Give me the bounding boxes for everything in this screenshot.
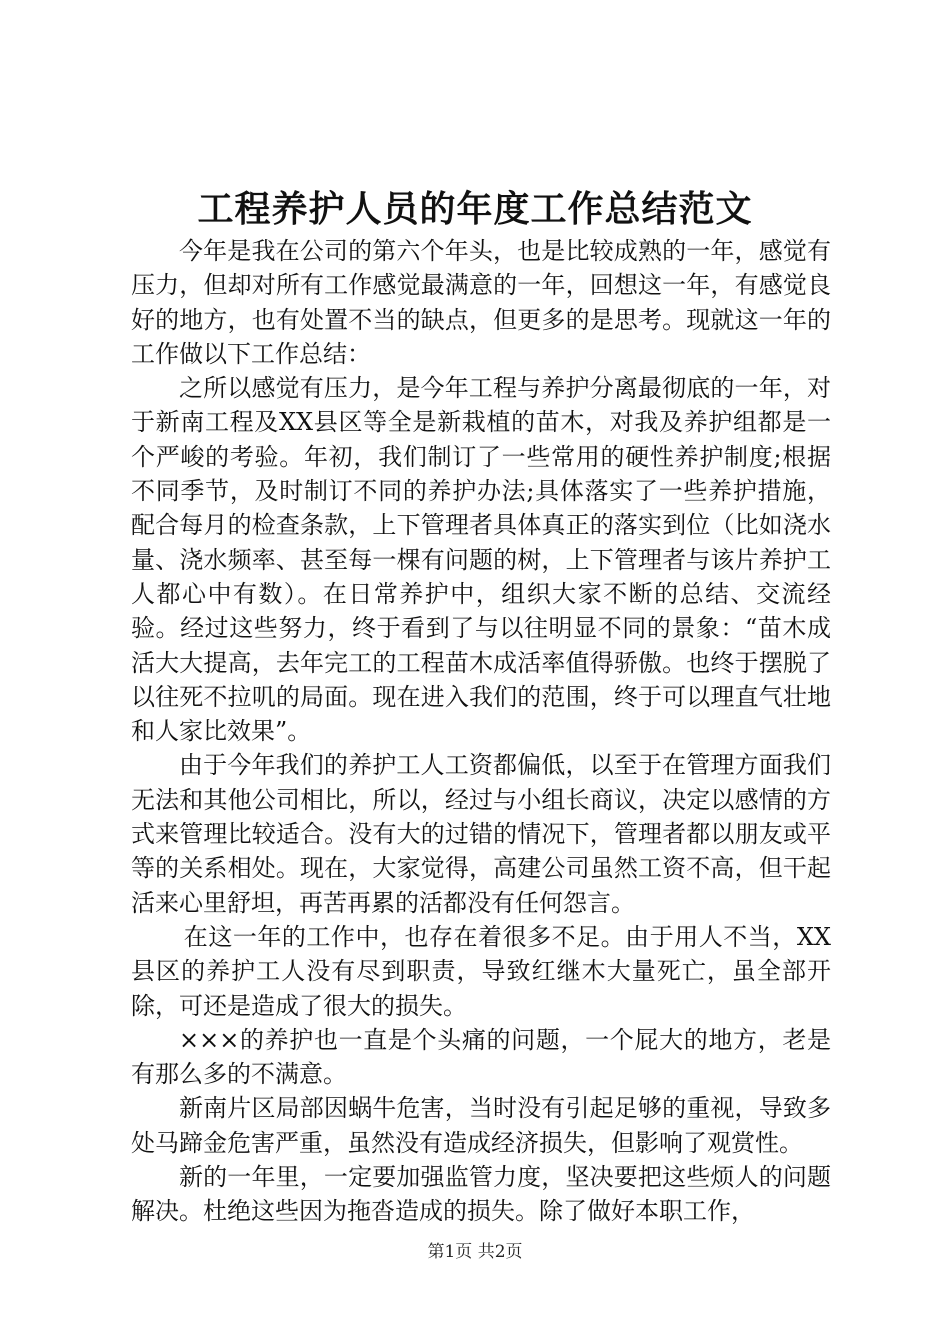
document-body (131, 234, 831, 1229)
paragraph-new-year: 新的一年里，一定要加强监管力度，坚决要把这些烦人的问题解决。杜绝这些因为拖沓造成的损失。除了做好本职工作， (131, 1163, 831, 1226)
paragraph-snail-damage: 新南片区局部因蜗牛危害，当时没有引起足够的重视，导致多处马蹄金危害严重，虽然没有造成经济损失，但影响了观赏性。 (131, 1094, 831, 1157)
paragraph-pressure: 之所以感觉有压力，是今年工程与养护分离最彻底的一年，对于新南工程及XX县区等全是新栽植的苗木，对我及养护组都是一个严峻的考验。年初，我们制订了一些常用的硬性养护制度;根据不同季节，及时制订不同的养护办法;具体落实了一些养护措施，配合每月的检查条款，上下管理者具体真正的落实到位（比如浇水量、浇水频率、甚至每一棵有问题的树，上下管理者与该片养护工人都心中有数）。在日常养护中，组织大家不断的总结、交流经验。经过这些努力，终于看到了与以往明显不同的景象：“苗木成活大大提高，去年完工的工程苗木成活率值得骄傲。也终于摆脱了以往死不拉叽的局面。现在进入我们的范围，终于可以理直气壮地和人家比效果”。 (131, 374, 831, 746)
paragraph-management: 由于今年我们的养护工人工资都偏低，以至于在管理方面我们无法和其他公司相比，所以，经过与小组长商议，决定以感情的方式来管理比较适合。没有大的过错的情况下，管理者都以朋友或平等的关系相处。现在，大家觉得，高建公司虽然工资不高，但干起活来心里舒坦，再苦再累的活都没有任何怨言。 (131, 751, 831, 917)
paragraph-headache: ×××的养护也一直是个头痛的问题，一个屁大的地方，老是有那么多的不满意。 (131, 1025, 831, 1089)
paragraph-shortcomings: 在这一年的工作中，也存在着很多不足。由于用人不当，XX县区的养护工人没有尽到职责，导致红继木大量死亡，虽全部开除，可还是造成了很大的损失。 (131, 922, 831, 1020)
document-title: 工程养护人员的年度工作总结范文 (197, 188, 753, 230)
page-number-footer: 第1页 共2页 (427, 1242, 523, 1262)
paragraph-intro: 今年是我在公司的第六个年头，也是比较成熟的一年，感觉有压力，但却对所有工作感觉最满意的一年，回想这一年，有感觉良好的地方，也有处置不当的缺点，但更多的是思考。现就这一年的工作做以下工作总结： (131, 237, 831, 368)
